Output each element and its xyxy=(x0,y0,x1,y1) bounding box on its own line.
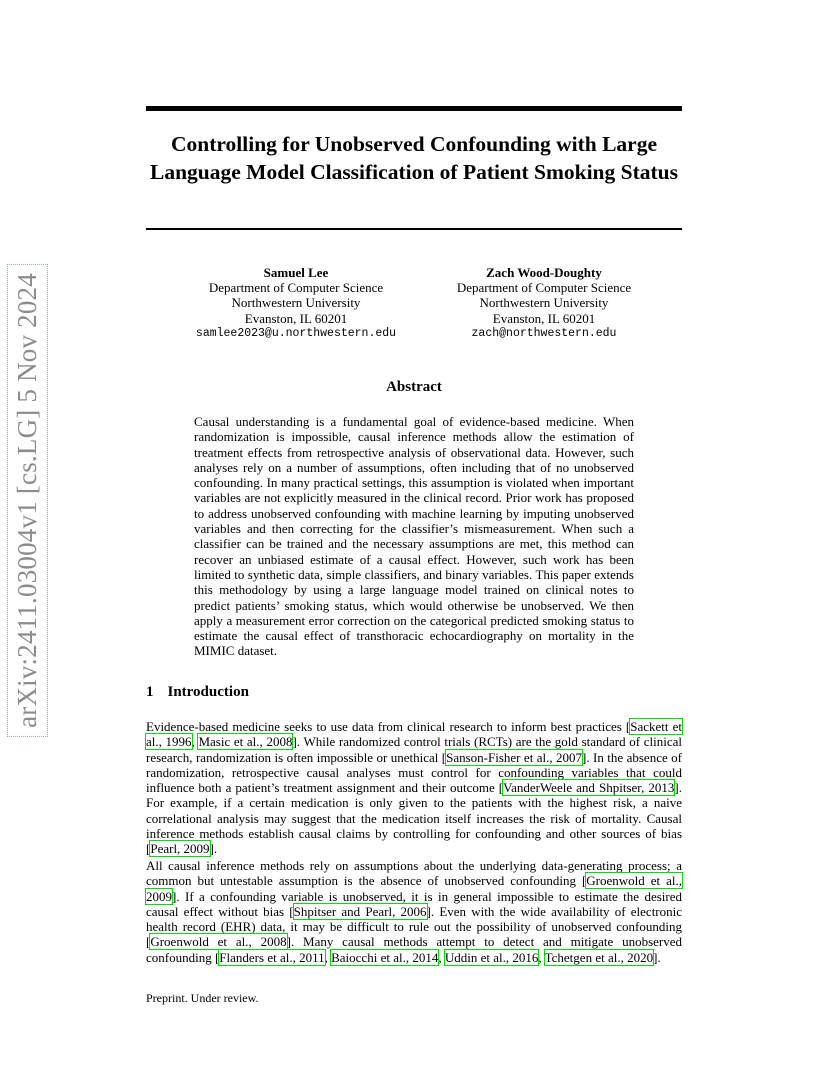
paragraph-text: , xyxy=(324,949,332,965)
author-email[interactable]: zach@northwestern.edu xyxy=(471,326,617,340)
citation-link[interactable]: Uddin et al., 2016 xyxy=(444,949,539,965)
citation-link[interactable]: Sanson-Fisher et al., 2007 xyxy=(446,749,583,765)
section-number: 1 xyxy=(146,684,154,700)
intro-paragraph-2 xyxy=(146,858,682,965)
abstract-text: Causal understanding is a fundamental goal of evidence-based medicine. When randomization is impossible, causal inference methods allow the estimation of treatment effects from retrospective analysis of observational data. However, such analyses rely on a number of assumptions, often including that of no unobserved confounding. In many practical settings, this assumption is violated when important variables are not explicitly measured in the clinical record. Prior work has proposed to address unobserved confounding with machine learning by imputing unobserved variables and then correcting for the classifier’s mismeasurement. When such a classifier can be trained and the necessary assumptions are met, this method can recover an unbiased estimate of a causal effect. However, such work has been limited to synthetic data, simple classifiers, and binary variables. This paper extends this methodology by using a large language model trained on clinical notes to predict patients’ smoking status, which would otherwise be unobserved. We then apply a measurement error correction on the categorical predicted smoking status to estimate the causal effect of transthoracic echocardiography on mortality in the MIMIC dataset. xyxy=(194,414,634,659)
preprint-footer: Preprint. Under review. xyxy=(146,991,259,1005)
arxiv-identifier-text[interactable]: arXiv:2411.03004v1 [cs.LG] 5 Nov 2024 xyxy=(12,269,43,732)
paragraph-text: ]. Many causal methods attempt to detect and mitigate unobserved confounding [ xyxy=(146,934,682,965)
paragraph-text: , xyxy=(191,734,199,750)
intro-paragraph-1 xyxy=(146,719,682,857)
paragraph-text: ]. In the absence of randomization, retrospective causal analyses must control for confounding variables that could influence both a patient’s treatment assignment and their outcome [ xyxy=(146,749,682,796)
paragraph-text: , xyxy=(438,949,445,965)
author-block-2 xyxy=(424,265,664,341)
author-name: Samuel Lee xyxy=(263,265,329,280)
paragraph-text: Evidence-based medicine seeks to use data from clinical research to inform best practices [ xyxy=(146,719,631,734)
paragraph-text: ]. If a confounding variable is unobserved, it is in general impossible to estimate the desired causal effect without bias [ xyxy=(146,888,682,919)
author-institution: Northwestern University xyxy=(479,295,609,311)
title-rule-top xyxy=(146,106,682,111)
title-rule-bottom xyxy=(146,228,682,230)
author-department: Department of Computer Science xyxy=(208,280,384,296)
abstract-heading: Abstract xyxy=(386,379,442,395)
paragraph-text: , xyxy=(538,949,545,965)
paragraph-text: All causal inference methods rely on assumptions about the underlying data-generating process; a common but untestable assumption is the absence of unobserved confounding [ xyxy=(146,858,682,889)
author-email[interactable]: samlee2023@u.northwestern.edu xyxy=(195,326,397,340)
section-title: Introduction xyxy=(167,684,249,700)
paragraph-text: ]. xyxy=(209,841,218,857)
arxiv-identifier-stamp[interactable] xyxy=(7,262,47,738)
citation-link[interactable]: Sackett et al., 1996 xyxy=(146,719,682,750)
citation-link[interactable]: Groenwold et al., 2009 xyxy=(146,873,682,904)
paper-title: Controlling for Unobserved Confounding with Large Language Model Classification of Patient Smoking Status xyxy=(150,132,678,184)
citation-link[interactable]: Pearl, 2009 xyxy=(150,841,210,857)
paragraph-text: ]. For example, if a certain medication is only given to the patients with the highest risk, a naive correlational analysis may suggest that the medication itself increases the risk of mortality. Causal inference methods establish causal claims by controlling for confounding and other sources of bias [ xyxy=(146,780,682,857)
citation-link[interactable]: Masic et al., 2008 xyxy=(198,734,293,750)
citation-link[interactable]: Baiocchi et al., 2014 xyxy=(331,949,439,965)
author-block-1 xyxy=(176,265,416,341)
author-department: Department of Computer Science xyxy=(456,280,632,296)
paragraph-text: ]. Even with the wide availability of electronic health record (EHR) data, it may be difficult to rule out the possibility of unobserved confounding [ xyxy=(146,903,683,950)
paragraph-text: ]. While randomized control trials (RCTs) are the gold standard of clinical research, randomization is often impossible or unethical [ xyxy=(146,734,682,765)
author-location: Evanston, IL 60201 xyxy=(244,310,348,326)
section-heading xyxy=(146,684,249,701)
citation-link[interactable]: VanderWeele and Shpitser, 2013 xyxy=(503,780,675,796)
paragraph-text: ]. xyxy=(653,949,661,965)
author-location: Evanston, IL 60201 xyxy=(492,310,596,326)
citation-link[interactable]: Flanders et al., 2011 xyxy=(219,949,325,965)
citation-link[interactable]: Shpitser and Pearl, 2006 xyxy=(293,903,427,919)
author-institution: Northwestern University xyxy=(231,295,361,311)
citation-link[interactable]: Tchetgen et al., 2020 xyxy=(544,949,654,965)
citation-link[interactable]: Groenwold et al., 2008 xyxy=(150,934,287,950)
author-name: Zach Wood-Doughty xyxy=(486,265,602,280)
